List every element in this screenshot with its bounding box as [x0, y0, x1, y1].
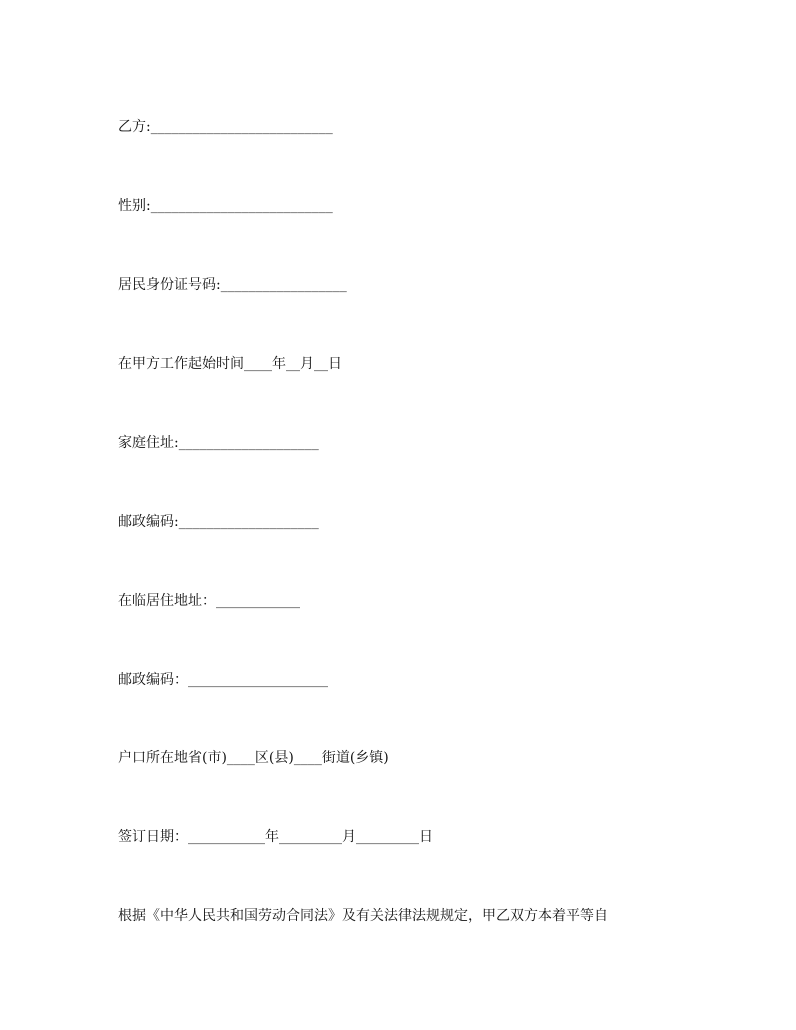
temporary-postal-code-field: 邮政编码：____________________ [118, 672, 328, 688]
temporary-address-field: 在临居住地址：____________ [118, 593, 300, 609]
signing-date-field: 签订日期：___________年_________月_________日 [118, 829, 433, 845]
gender-field: 性别:__________________________ [118, 198, 333, 214]
home-address-field: 家庭住址:____________________ [118, 435, 319, 451]
household-registration-field: 户口所在地省(市)____区(县)____街道(乡镇) [118, 750, 389, 766]
contract-body-text: 根据《中华人民共和国劳动合同法》及有关法律法规规定，甲乙双方本着平等自 [118, 908, 608, 924]
postal-code-field: 邮政编码:____________________ [118, 514, 319, 530]
start-date-field: 在甲方工作起始时间____年__月__日 [118, 356, 342, 372]
id-number-field: 居民身份证号码:__________________ [118, 277, 347, 293]
party-b-field: 乙方:__________________________ [118, 119, 333, 135]
